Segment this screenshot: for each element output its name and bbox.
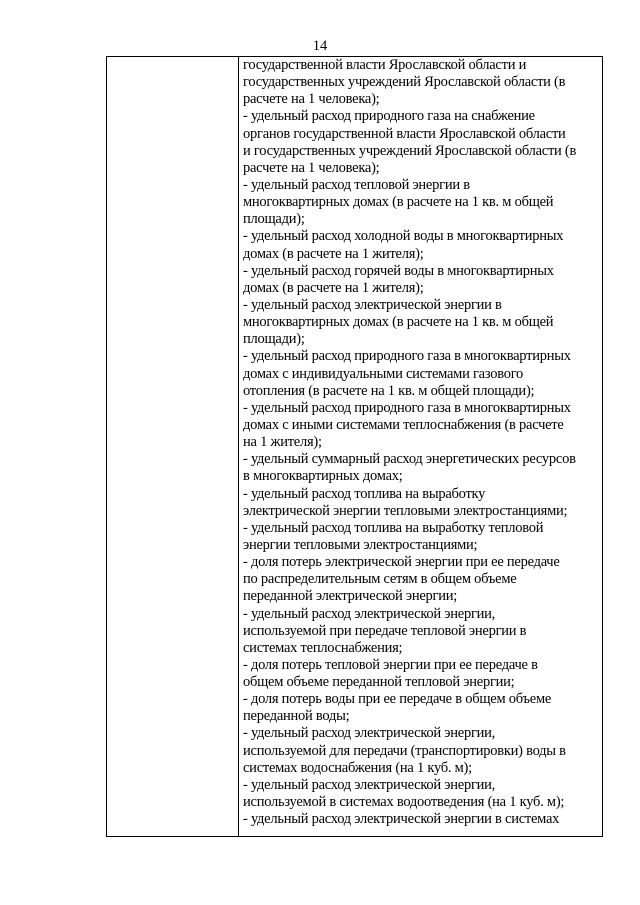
indicator-text-line: домах (в расчете на 1 жителя); [243,279,424,296]
indicator-text-line: домах (в расчете на 1 жителя); [243,245,424,262]
indicator-text-line: - удельный расход электрической энергии, [243,725,496,742]
indicator-text-line: - удельный расход холодной воды в многоквартирных [243,228,564,245]
indicator-text-line: - доля потерь электрической энергии при ее передаче [243,554,560,571]
indicator-text-line: органов государственной власти Ярославской области [243,125,566,142]
indicator-text-line: государственных учреждений Ярославской области (в [243,74,566,91]
indicator-text-line: системах водоснабжения (на 1 куб. м); [243,759,472,776]
indicator-text-line: государственной власти Ярославской области и [243,57,527,73]
indicator-text-line: по распределительным сетям в общем объеме [243,571,517,588]
indicator-text-line: системах теплоснабжения; [243,639,403,656]
indicator-text-line: - удельный расход электрической энергии в системах [243,811,560,828]
indicator-text-line: многоквартирных домах (в расчете на 1 кв. м общей [243,194,554,211]
indicator-text-line: - удельный расход тепловой энергии в [243,176,470,193]
indicator-text-line: - доля потерь тепловой энергии при ее передаче в [243,656,538,673]
indicator-text-line: - удельный расход топлива на выработку [243,485,486,502]
column-divider [238,57,239,836]
indicator-text-line: используемой в системах водоотведения (на 1 куб. м); [243,794,565,811]
indicator-text-line: - удельный расход природного газа в многоквартирных [243,399,571,416]
indicator-text-line: в многоквартирных домах; [243,468,403,485]
indicator-text-line: - удельный расход электрической энергии, [243,776,496,793]
indicator-text-line: - удельный суммарный расход энергетических ресурсов [243,451,576,468]
indicator-text-line: площади); [243,331,305,348]
indicator-text-line: отопления (в расчете на 1 кв. м общей площади); [243,382,535,399]
indicator-text-line: на 1 жителя); [243,434,322,451]
page-number: 14 [312,38,328,54]
indicator-text-line: общем объеме переданной тепловой энергии; [243,674,515,691]
indicator-text-line: - удельный расход природного газа в многоквартирных [243,348,571,365]
indicator-text-line: используемой при передаче тепловой энергии в [243,622,527,639]
indicator-list-cell [243,57,601,828]
indicator-text-line: расчете на 1 человека); [243,91,380,108]
indicator-text-line: - удельный расход электрической энергии, [243,605,496,622]
indicator-text-line: домах с иными системами теплоснабжения (в расчете [243,416,564,433]
indicator-text-line: - удельный расход природного газа на снабжение [243,108,535,125]
indicator-text-line: домах с индивидуальными системами газового [243,365,524,382]
indicator-text-line: площади); [243,211,305,228]
indicator-text-line: расчете на 1 человека); [243,159,380,176]
indicator-text-line: - доля потерь воды при ее передаче в общем объеме [243,691,552,708]
indicator-text-line: переданной электрической энергии; [243,588,458,605]
indicator-text-line: - удельный расход топлива на выработку тепловой [243,519,544,536]
indicator-text-line: используемой для передачи (транспортировки) воды в [243,742,566,759]
indicator-text-line: многоквартирных домах (в расчете на 1 кв. м общей [243,314,554,331]
indicator-text-line: и государственных учреждений Ярославской области (в [243,142,577,159]
indicator-text-line: электрической энергии тепловыми электростанциями; [243,502,568,519]
indicator-text-line: - удельный расход горячей воды в многоквартирных [243,262,554,279]
document-table [106,56,603,837]
indicator-text-line: - удельный расход электрической энергии в [243,296,502,313]
indicator-text-line: переданной воды; [243,708,350,725]
indicator-text-line: энергии тепловыми электростанциями; [243,536,478,553]
